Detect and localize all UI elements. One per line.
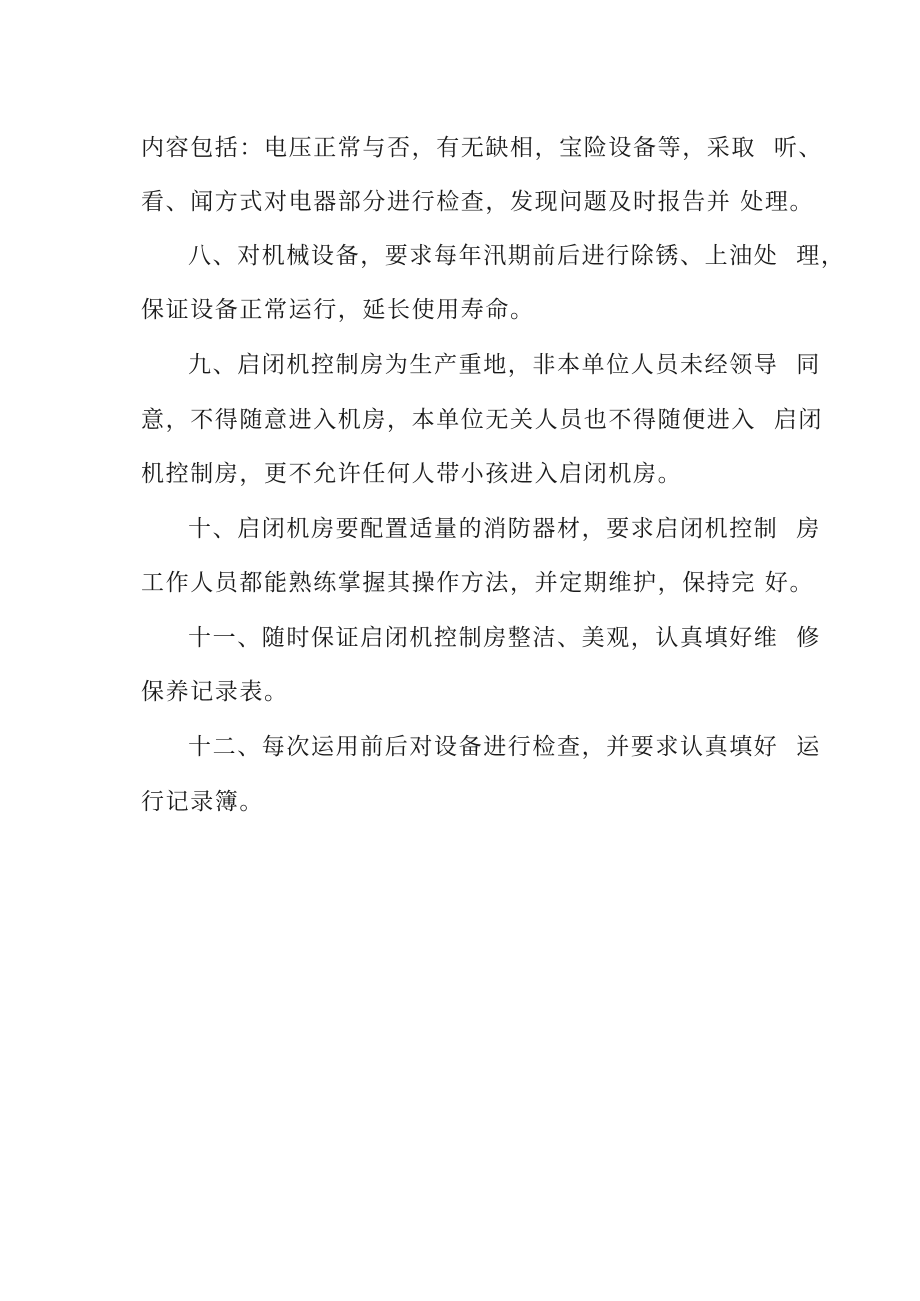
text-line: 内容包括：电压正常与否，有无缺相，宝险设备等，采取 听、 xyxy=(141,135,824,161)
text-line: 八、对机械设备，要求每年汛期前后进行除锈、上油处 理， xyxy=(188,243,846,269)
text-line: 行记录簿。 xyxy=(141,789,264,815)
text-line: 保证设备正常运行，延长使用寿命。 xyxy=(141,297,535,323)
text-line: 看、闻方式对电器部分进行检查，发现问题及时报告并 处理。 xyxy=(141,189,815,215)
text-line: 意，不得随意进入机房，本单位无关人员也不得随便进入 启闭 xyxy=(141,407,824,433)
text-line: 十二、每次运用前后对设备进行检查，并要求认真填好 运 xyxy=(188,734,821,760)
text-line: 机控制房，更不允许任何人带小孩进入启闭机房。 xyxy=(141,461,683,487)
text-line: 九、启闭机控制房为生产重地，非本单位人员未经领导 同 xyxy=(188,352,821,378)
text-line: 工作人员都能熟练掌握其操作方法，并定期维护，保持完 好。 xyxy=(141,570,815,596)
text-line: 保养记录表。 xyxy=(141,679,289,705)
text-line: 十一、随时保证启闭机控制房整洁、美观，认真填好维 修 xyxy=(188,625,821,651)
text-line: 十、启闭机房要配置适量的消防器材，要求启闭机控制 房 xyxy=(188,516,821,542)
